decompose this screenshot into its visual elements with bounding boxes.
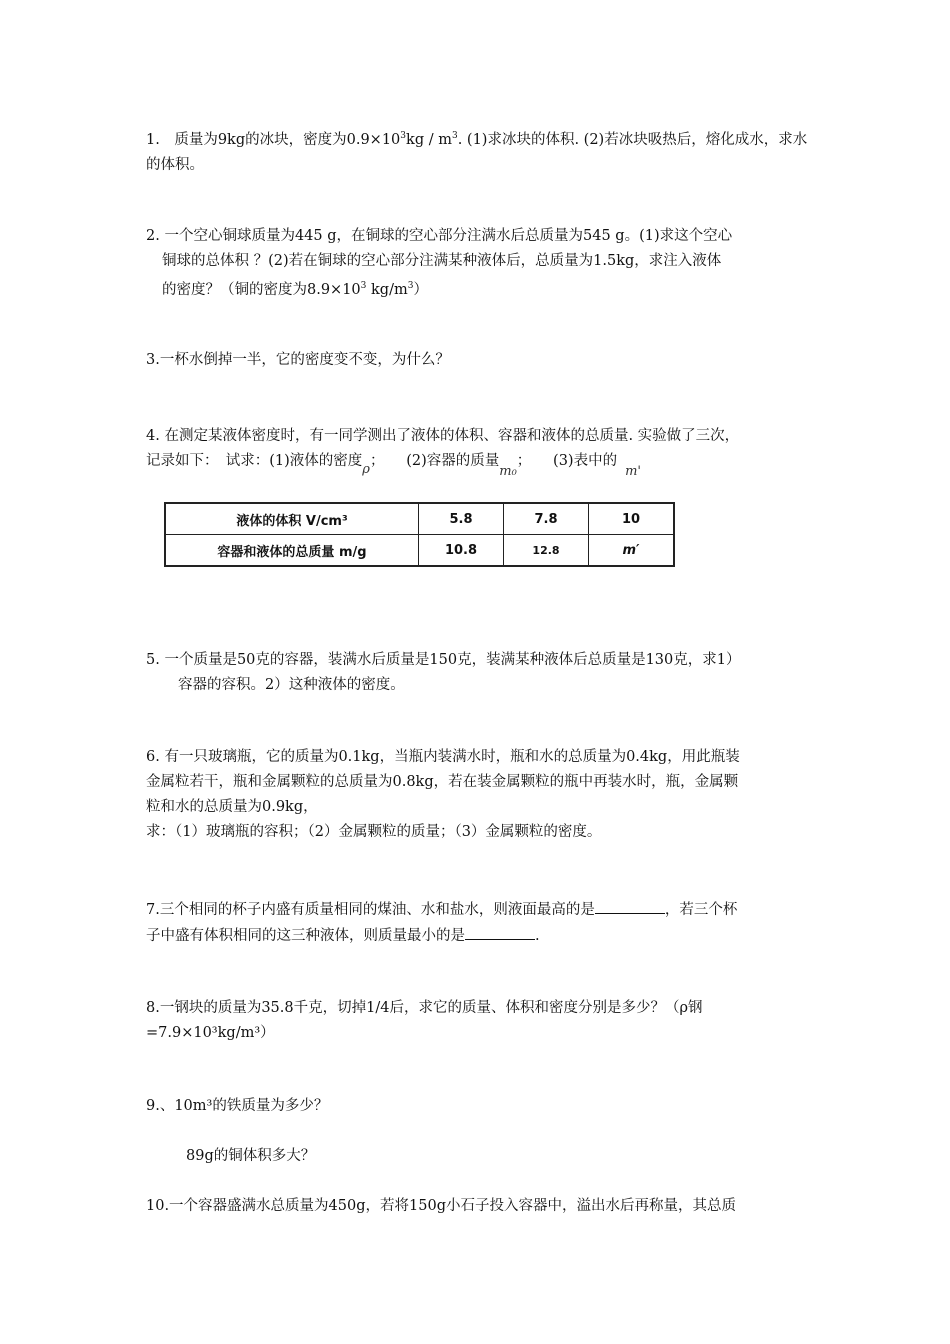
q4-line1: 4. 在测定某液体密度时，有一同学测出了液体的体积、容器和液体的总质量. 实验做了三次， [146,428,740,444]
q9-line2: 89g的铜体积多大？ [186,1148,316,1164]
q1-text-b: kg / m [406,131,452,148]
q2-sup2: 3 [407,281,414,291]
q9-line1: 9.、10m³的铁质量为多少？ [146,1098,329,1114]
q1-text-a: 1. 质量为9kg的冰块，密度为0.9×10 [146,131,401,148]
table-cell-label: 容器和液体的总质量 m/g [165,535,419,567]
q4-line2 [146,449,810,479]
q1-sup1: 3 [400,131,407,141]
question-3: 3.一杯水倒掉一半，它的密度变不变，为什么？ [146,352,450,368]
q5-line1: 5. 一个质量是50克的容器，装满水后质量是150克，装满某种液体后总质量是130克，求1） [146,652,741,668]
answer-blank[interactable] [465,923,535,940]
table-row [165,503,674,535]
q4-line2c: ； (3)表中的 [516,453,618,469]
q5-line2: 容器的容积。2）这种液体的密度。 [178,677,405,693]
question-10: 10.一个容器盛满水总质量为450g，若将150g小石子投入容器中，溢出水后再称量，其总质 [146,1198,736,1214]
q2-line3a: 的密度？（铜的密度为8.9×10 [162,281,361,298]
question-9 [146,1094,810,1169]
q2-line1: 2. 一个空心铜球质量为445 g，在铜球的空心部分注满水后总质量为545 g。(1)求这个空心 [146,228,733,244]
q7-line1a: 7.三个相同的杯子内盛有质量相同的煤油、水和盐水，则液面最高的是 [146,902,595,918]
question-4 [146,424,810,479]
q1-sup2: 3 [451,131,458,141]
q7-line1 [146,897,810,923]
table-cell: 5.8 [419,503,504,535]
question-8 [146,996,810,1046]
data-table [164,502,675,567]
q4-mprime: m' [625,464,641,479]
q7-line2b: . [535,928,540,944]
question-6 [146,745,810,845]
table-cell: 10.8 [419,535,504,567]
q1-text-c: . (1)求冰块的体积. (2)若冰块吸热后，熔化成水，求水的体积。 [146,131,808,173]
q2-line3c: ） [413,281,428,298]
q4-m0: m₀ [499,464,517,479]
question-2 [146,224,810,303]
q6-line1: 6. 有一只玻璃瓶，它的质量为0.1kg，当瓶内装满水时，瓶和水的总质量为0.4kg，用此瓶装 [146,749,740,765]
table-cell-label: 液体的体积 V/cm³ [165,503,419,535]
question-7 [146,897,810,949]
q2-line3 [146,274,810,303]
q2-line2: 铜球的总体积 ？(2)若在铜球的空心部分注满某种液体后，总质量为1.5kg，求注入液体 [162,253,722,269]
q8-line1: 8.一钢块的质量为35.8千克，切掉1/4后，求它的质量、体积和密度分别是多少？（ρ钢 [146,1000,703,1016]
q7-line1b: ，若三个杯 [664,902,738,918]
table-cell: m′ [589,535,675,567]
q2-line3b: kg/m [366,281,408,298]
answer-blank[interactable] [595,897,665,914]
q4-line2b: ； (2)容器的质量 [369,453,500,469]
table-cell: 7.8 [504,503,589,535]
question-1 [146,124,810,178]
q7-line2a: 子中盛有体积相同的这三种液体，则质量最小的是 [146,928,465,944]
q6-line4: 求：（1）玻璃瓶的容积；（2）金属颗粒的质量；（3）金属颗粒的密度。 [146,824,602,840]
q4-rho: ρ [362,462,370,477]
q4-line2a: 记录如下： 试求：(1)液体的密度 [146,453,363,469]
question-5 [146,648,810,698]
q8-line2: =7.9×10³kg/m³） [146,1025,275,1041]
table-cell: 10 [589,503,675,535]
q6-line2: 金属粒若干，瓶和金属颗粒的总质量为0.8kg，若在装金属颗粒的瓶中再装水时，瓶，金属颗 [146,774,739,790]
q6-line3: 粒和水的总质量为0.9kg， [146,799,318,815]
q2-sup: 3 [360,281,367,291]
table-cell: 12.8 [504,535,589,567]
q7-line2 [146,923,810,949]
table-row [165,535,674,567]
